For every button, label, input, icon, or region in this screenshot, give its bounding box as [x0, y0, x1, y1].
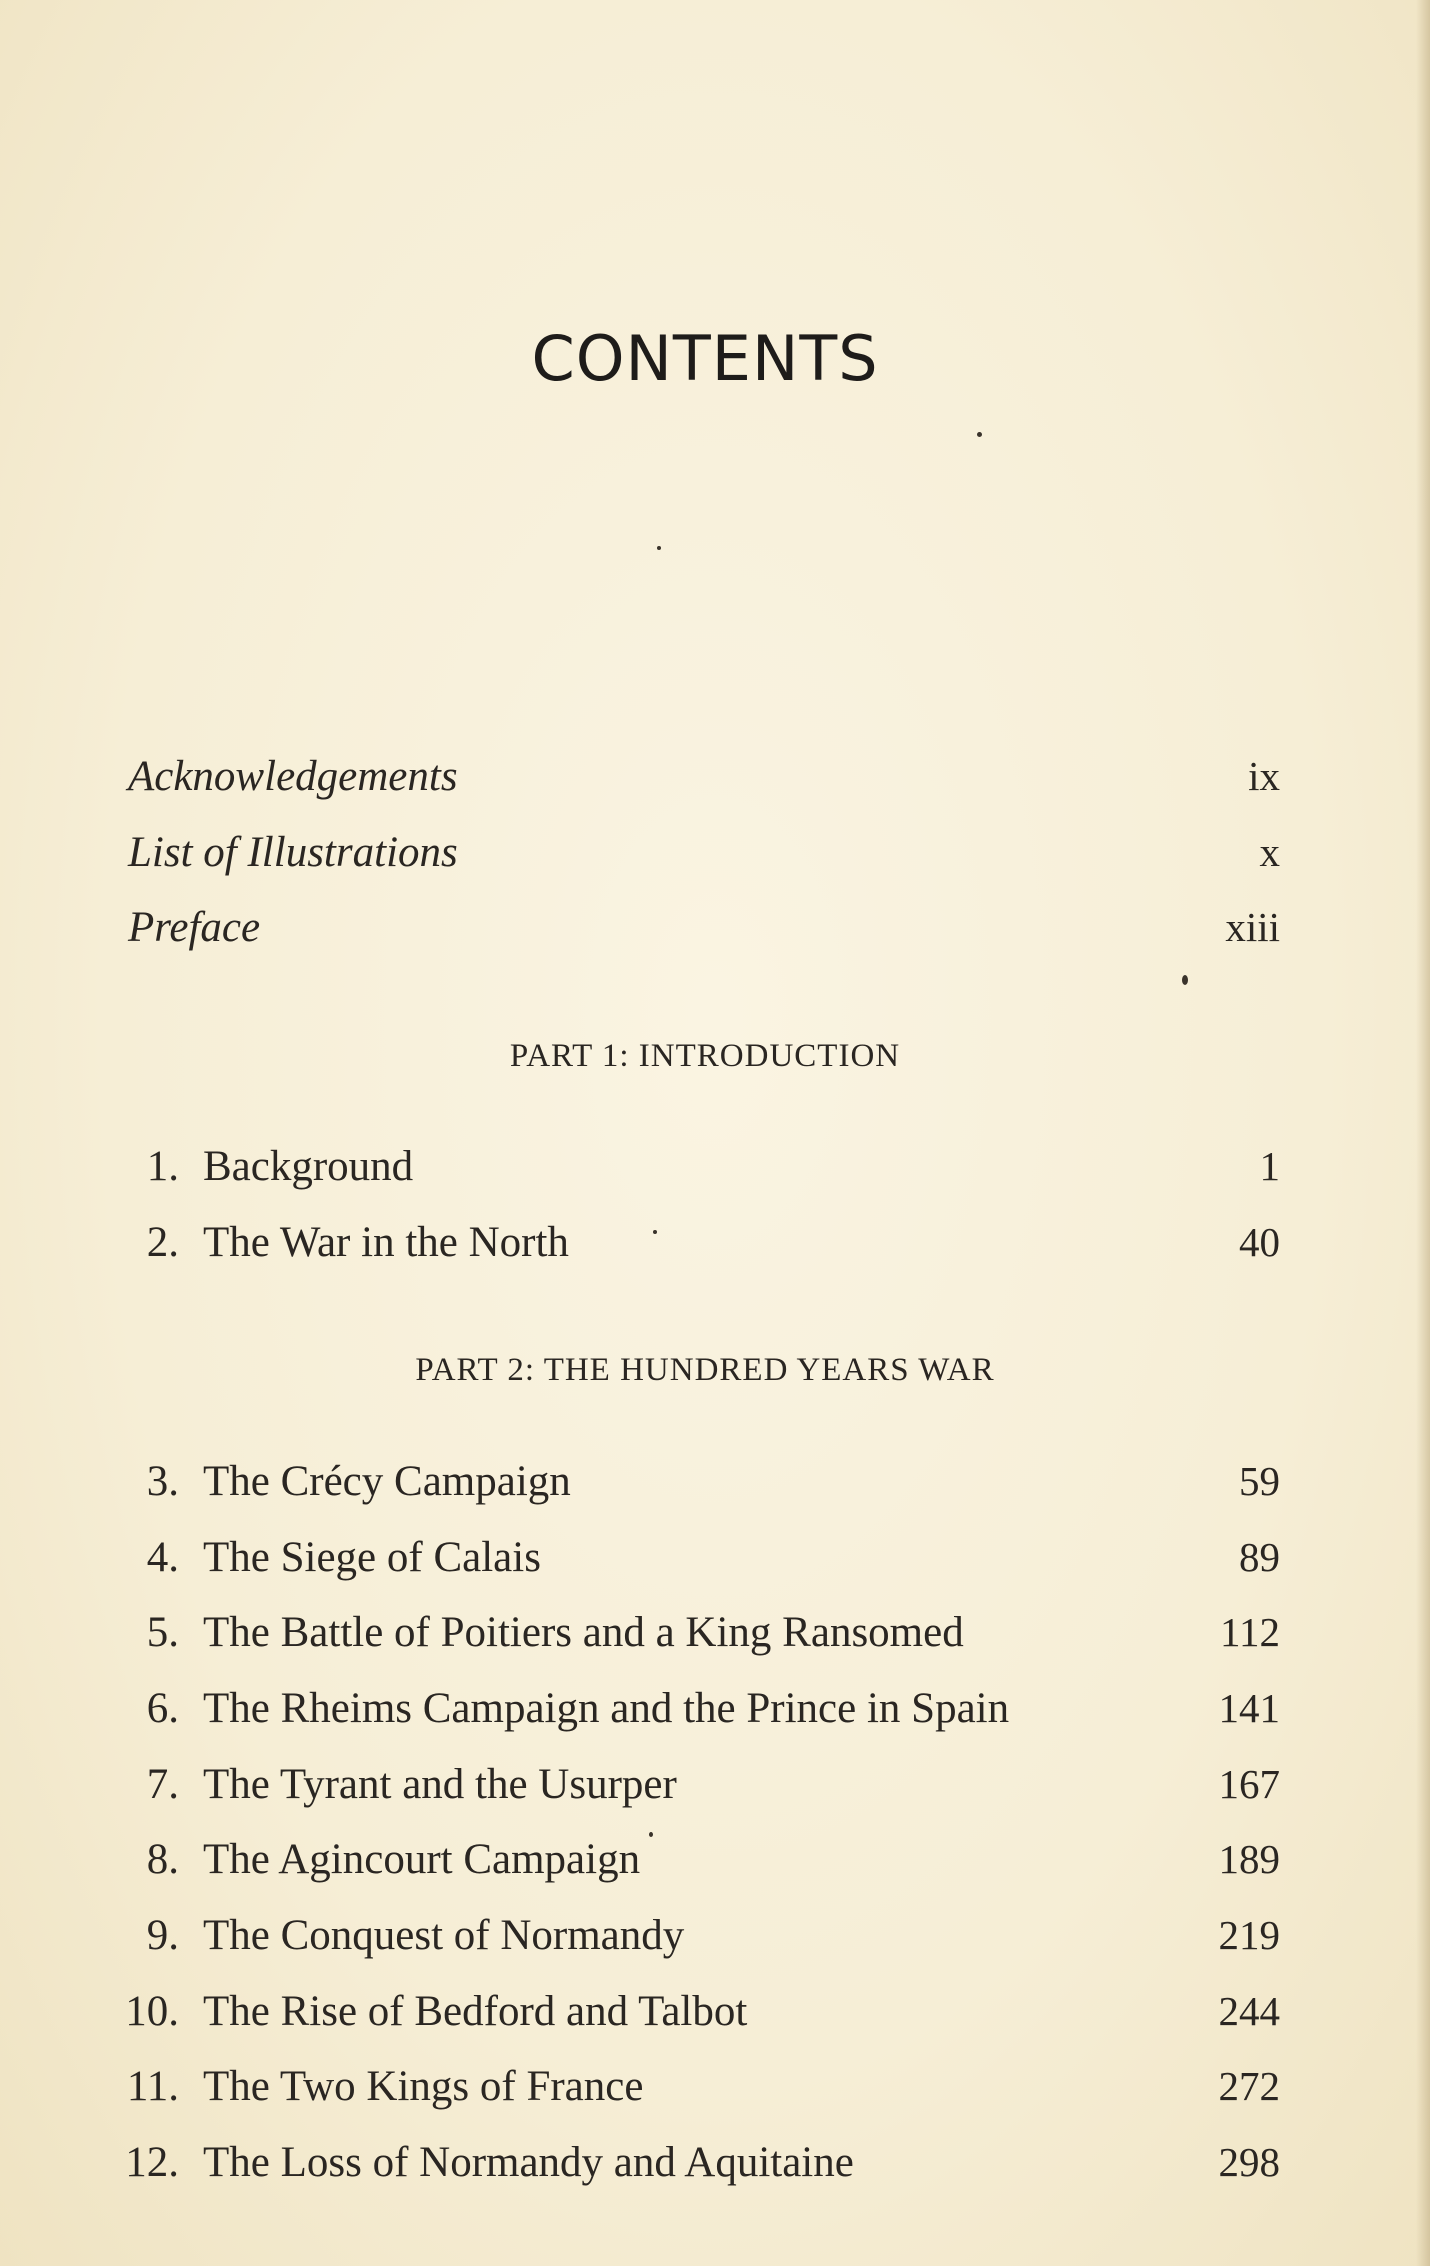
toc-chapter-10[interactable]	[125, 1987, 1280, 2047]
toc-chapter-3[interactable]	[128, 1457, 1280, 1517]
chapter-title: The Two Kings of France	[203, 2063, 644, 2110]
chapter-page: 167	[1218, 1761, 1280, 1807]
chapter-page: 244	[1218, 1988, 1280, 2034]
chapter-title: The Tyrant and the Usurper	[203, 1761, 677, 1808]
chapter-page: 189	[1218, 1836, 1280, 1882]
part-heading-1: PART 1: INTRODUCTION	[509, 1038, 901, 1074]
chapter-number: 5.	[146, 1609, 179, 1656]
chapter-page: 298	[1218, 2139, 1280, 2185]
paper-speck	[1182, 975, 1188, 985]
toc-chapter-7[interactable]	[128, 1760, 1280, 1820]
chapter-number: 10.	[125, 1988, 179, 2035]
chapter-page: 112	[1220, 1609, 1280, 1655]
paper-speck	[649, 1832, 653, 1837]
toc-chapter-5[interactable]	[128, 1608, 1280, 1668]
toc-entry-acknowledgements[interactable]	[128, 752, 1280, 812]
chapter-title: The Battle of Poitiers and a King Ransomed	[203, 1609, 964, 1656]
chapter-number: 1.	[146, 1143, 179, 1190]
chapter-number: 8.	[146, 1836, 179, 1883]
chapter-page: 59	[1239, 1458, 1280, 1504]
chapter-number: 12.	[125, 2139, 179, 2186]
toc-entry-preface[interactable]	[128, 903, 1280, 963]
toc-entry-title: Preface	[128, 904, 261, 951]
toc-chapter-1[interactable]	[128, 1142, 1280, 1202]
toc-entry-page: x	[1259, 829, 1280, 875]
part-heading-2: PART 2: THE HUNDRED YEARS WAR	[415, 1352, 995, 1388]
toc-entry-list-of-illustrations[interactable]	[128, 828, 1280, 888]
chapter-title: The Loss of Normandy and Aquitaine	[203, 2139, 854, 2186]
paper-speck	[653, 1230, 657, 1234]
chapter-title: The Siege of Calais	[203, 1534, 541, 1581]
paper-speck	[977, 432, 982, 437]
chapter-page: 40	[1239, 1219, 1280, 1265]
paper-speck	[657, 546, 661, 550]
chapter-title: The War in the North	[203, 1219, 569, 1266]
chapter-title: The Agincourt Campaign	[203, 1836, 641, 1883]
toc-entry-page: xiii	[1225, 904, 1280, 950]
chapter-number: 2.	[146, 1219, 179, 1266]
toc-entry-title: Acknowledgements	[128, 753, 458, 800]
chapter-title: The Crécy Campaign	[203, 1458, 571, 1505]
chapter-number: 9.	[146, 1912, 179, 1959]
page-title: CONTENTS	[531, 322, 879, 395]
toc-entry-page: ix	[1248, 753, 1280, 799]
page-edge-shadow	[1416, 0, 1430, 2266]
chapter-title: The Rise of Bedford and Talbot	[203, 1988, 748, 2035]
chapter-page: 272	[1218, 2063, 1280, 2109]
toc-chapter-4[interactable]	[128, 1533, 1280, 1593]
chapter-title: The Conquest of Normandy	[203, 1912, 685, 1959]
chapter-number: 4.	[146, 1534, 179, 1581]
chapter-title: Background	[203, 1143, 414, 1190]
chapter-number: 7.	[146, 1761, 179, 1808]
toc-chapter-8[interactable]	[128, 1835, 1280, 1895]
chapter-title: The Rheims Campaign and the Prince in Spain	[203, 1685, 1010, 1732]
chapter-number: 6.	[146, 1685, 179, 1732]
toc-chapter-9[interactable]	[128, 1911, 1280, 1971]
chapter-number: 11.	[126, 2063, 179, 2110]
chapter-page: 89	[1239, 1534, 1280, 1580]
chapter-page: 219	[1218, 1912, 1280, 1958]
chapter-number: 3.	[146, 1458, 179, 1505]
chapter-page: 1	[1259, 1143, 1280, 1189]
chapter-page: 141	[1218, 1685, 1280, 1731]
toc-chapter-12[interactable]	[125, 2138, 1280, 2198]
toc-entry-title: List of Illustrations	[128, 829, 458, 876]
toc-chapter-2[interactable]	[128, 1218, 1280, 1278]
toc-chapter-11[interactable]	[128, 2062, 1280, 2122]
toc-chapter-6[interactable]	[128, 1684, 1280, 1744]
